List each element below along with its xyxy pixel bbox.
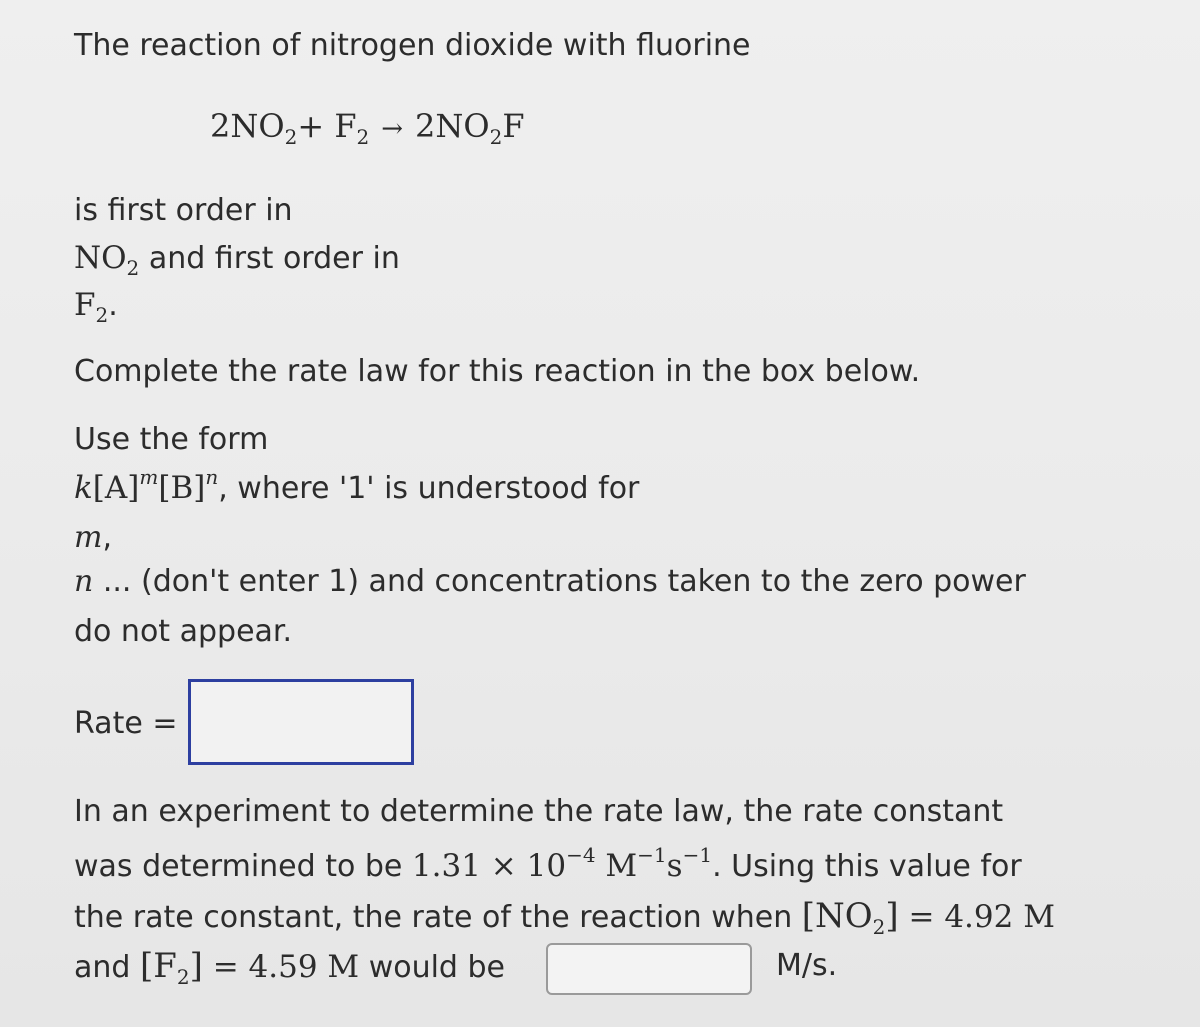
reaction-arrow-icon: → — [381, 114, 404, 144]
no2-formula: $NO_2$ — [74, 240, 140, 280]
rate-label: Rate = — [74, 706, 178, 741]
complete-instruction: Complete the rate law for this reaction in the box below. — [74, 354, 921, 389]
f2-concentration: $[F_2] = 4.59$ M — [139, 946, 360, 989]
experiment-line-3: the rate constant, the rate of the reaction when $[NO_2] = 4.92$ M — [74, 896, 1055, 939]
order-line-1: is first order in — [74, 193, 293, 228]
no2-concentration: $[NO_2] = 4.92$ M — [801, 896, 1055, 939]
order-line-2 — [74, 238, 400, 288]
rate-law-input[interactable] — [188, 679, 414, 765]
reaction-equation — [210, 104, 525, 159]
order-line-3: $F_2$. — [74, 287, 118, 327]
intro-text: The reaction of nitrogen dioxide with fluorine — [74, 28, 751, 63]
product-no2f-end: F — [502, 107, 525, 145]
order-line-2-text: and first order in — [139, 241, 400, 276]
reactant-f2: + F — [297, 107, 357, 145]
n-line: n ... (don't enter 1) and concentrations taken to the zero power — [74, 564, 1026, 599]
reactant-f2-sub: 2 — [356, 125, 370, 149]
product-no2f: 2NO — [415, 107, 490, 145]
product-no2f-sub: 2 — [489, 125, 503, 149]
use-form-text: Use the form — [74, 422, 269, 457]
m-line: m, — [74, 520, 112, 555]
experiment-line-4: and $[F_2] = 4.59$ M would be — [74, 946, 506, 989]
rate-units: M/s. — [776, 948, 838, 983]
rate-law-form-text: , where '1' is understood for — [218, 471, 640, 506]
rate-constant-value: $1.31 \times 10^{-4}$ $M^{-1}s^{-1}$ — [411, 843, 713, 884]
reactant-no2: 2NO — [210, 107, 285, 145]
experiment-line-1: In an experiment to determine the rate law, the rate constant — [74, 794, 1004, 829]
do-not-appear-text: do not appear. — [74, 614, 293, 649]
rate-answer-input[interactable] — [546, 943, 752, 995]
rate-law-form-math: $k[A]^m[B]^n$ — [74, 465, 219, 506]
rate-law-form — [74, 465, 640, 509]
f2-formula: $F_2$ — [74, 287, 109, 327]
reactant-no2-sub: 2 — [284, 125, 298, 149]
experiment-line-2: was determined to be $1.31 \times 10^{-4}$ $M^{-1}s^{-1}$. Using this value for — [74, 843, 1022, 884]
